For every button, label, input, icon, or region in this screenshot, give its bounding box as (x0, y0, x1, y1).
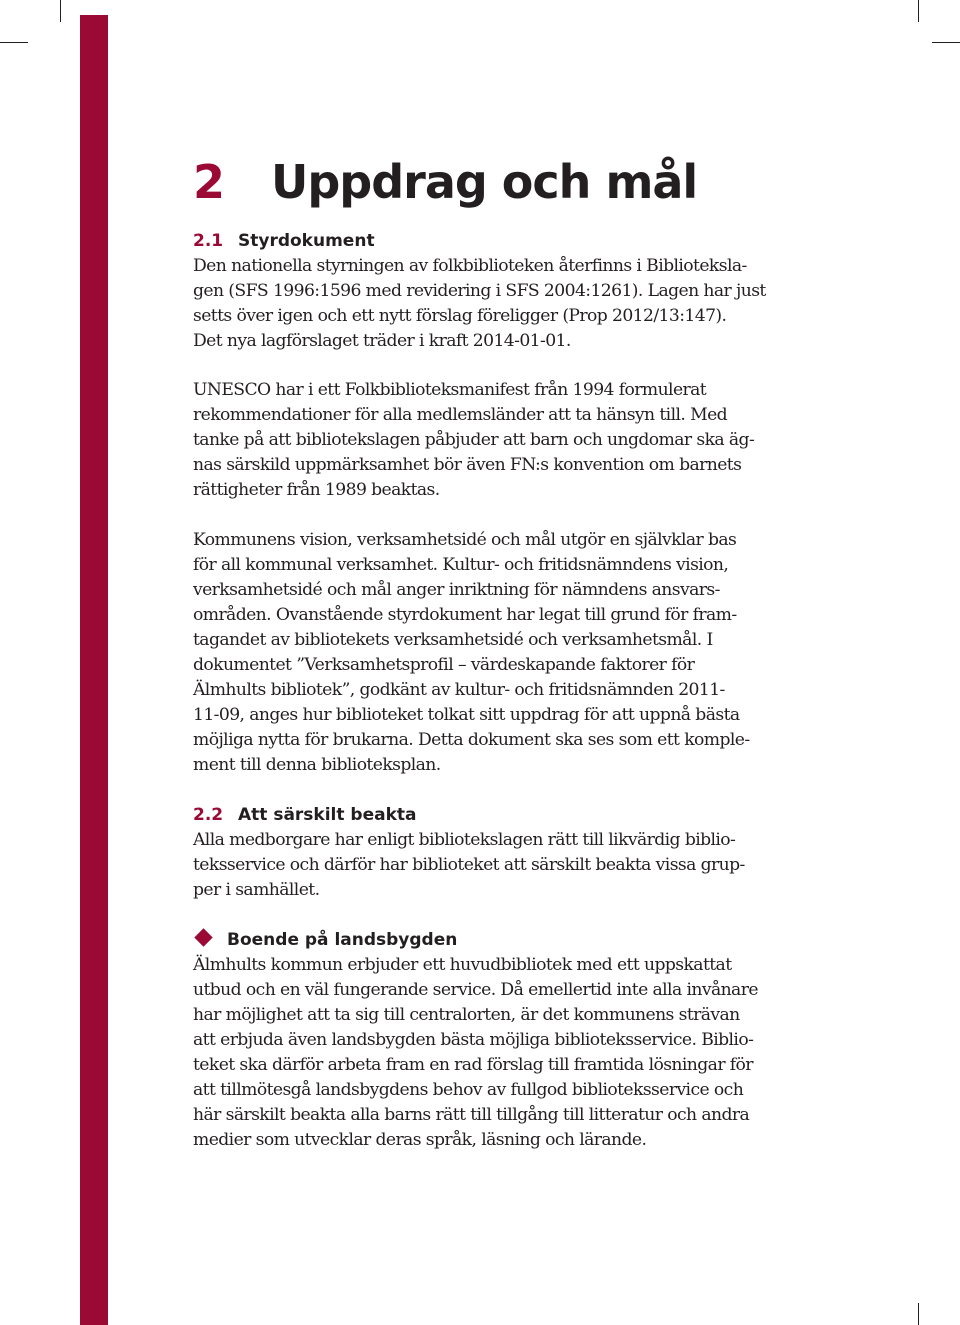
chapter-heading (193, 152, 697, 212)
text-line: för all kommunal verksamhet. Kultur- och fritidsnämndens vision, (193, 555, 729, 575)
section-heading-styrdokument (193, 229, 375, 254)
crop-mark (0, 42, 28, 43)
text-line: möjliga nytta för brukarna. Detta dokument ska ses som ett komple- (193, 730, 750, 750)
diamond-bullet-icon (194, 928, 212, 946)
text-line: Alla medborgare har enligt bibliotekslagen rätt till likvärdig biblio- (193, 830, 736, 850)
text-line: gen (SFS 1996:1596 med revidering i SFS 2004:1261). Lagen har just (193, 281, 766, 301)
section-number: 2.1 (193, 231, 224, 251)
paragraph-unesco (193, 378, 813, 503)
text-line: per i samhället. (193, 880, 320, 900)
text-line: Älmhults kommun erbjuder ett huvudbibliotek med ett uppskattat (193, 955, 732, 975)
section-heading-att-sarskilt-beakta (193, 803, 417, 828)
text-line: teksservice och därför har biblioteket att särskilt beakta vissa grup- (193, 855, 745, 875)
section-title: Styrdokument (238, 231, 375, 251)
text-line: UNESCO har i ett Folkbiblioteksmanifest från 1994 formulerat (193, 380, 707, 400)
text-line: ment till denna biblioteksplan. (193, 755, 441, 775)
text-line: har möjlighet att ta sig till centralorten, är det kommunens strävan (193, 1005, 740, 1025)
text-line: tanke på att bibliotekslagen påbjuder att barn och ungdomar ska äg- (193, 430, 755, 450)
text-line: dokumentet ”Verksamhetsprofil – värdeskapande faktorer för (193, 655, 695, 675)
text-line: 11-09, anges hur biblioteket tolkat sitt uppdrag för att uppnå bästa (193, 705, 740, 725)
text-line: här särskilt beakta alla barns rätt till tillgång till litteratur och andra (193, 1105, 750, 1125)
crop-mark (932, 42, 960, 43)
text-line: rekommendationer för alla medlemsländer att ta hänsyn till. Med (193, 405, 728, 425)
text-line: nas särskild uppmärksamhet bör även FN:s konvention om barnets (193, 455, 742, 475)
paragraph-kommunens-vision (193, 528, 813, 778)
section-title: Att särskilt beakta (238, 805, 417, 825)
section-number: 2.2 (193, 805, 224, 825)
crop-mark (918, 0, 919, 22)
paragraph-landsbygden (193, 953, 813, 1153)
bullet-heading-landsbygden (193, 928, 457, 953)
text-line: Den nationella styrningen av folkbiblioteken återfinns i Biblioteksla- (193, 256, 747, 276)
text-line: att tillmötesgå landsbygdens behov av fullgod biblioteksservice och (193, 1080, 744, 1100)
bullet-title: Boende på landsbygden (227, 930, 458, 950)
text-line: setts över igen och ett nytt förslag föreligger (Prop 2012/13:147). (193, 306, 727, 326)
paragraph-styrning (193, 254, 813, 354)
text-line: utbud och en väl fungerande service. Då emellertid inte alla invånare (193, 980, 758, 1000)
crop-mark (60, 0, 61, 22)
chapter-number: 2 (193, 155, 225, 209)
crop-mark (918, 1303, 919, 1325)
text-line: teket ska därför arbeta fram en rad förslag till framtida lösningar för (193, 1055, 753, 1075)
text-line: Älmhults bibliotek”, godkänt av kultur- och fritidsnämnden 2011- (193, 680, 725, 700)
text-line: Det nya lagförslaget träder i kraft 2014-01-01. (193, 331, 571, 351)
text-line: tagandet av bibliotekets verksamhetsidé och verksamhetsmål. I (193, 630, 713, 650)
text-line: Kommunens vision, verksamhetsidé och mål utgör en självklar bas (193, 530, 737, 550)
chapter-title: Uppdrag och mål (271, 155, 698, 209)
text-line: att erbjuda även landsbygden bästa möjliga biblioteksservice. Biblio- (193, 1030, 754, 1050)
paragraph-alla-medborgare (193, 828, 813, 903)
text-line: områden. Ovanstående styrdokument har legat till grund för fram- (193, 605, 737, 625)
sidebar-color-bar (80, 15, 108, 1325)
text-line: verksamhetsidé och mål anger inriktning för nämndens ansvars- (193, 580, 720, 600)
text-line: rättigheter från 1989 beaktas. (193, 480, 440, 500)
text-line: medier som utvecklar deras språk, läsning och lärande. (193, 1130, 647, 1150)
